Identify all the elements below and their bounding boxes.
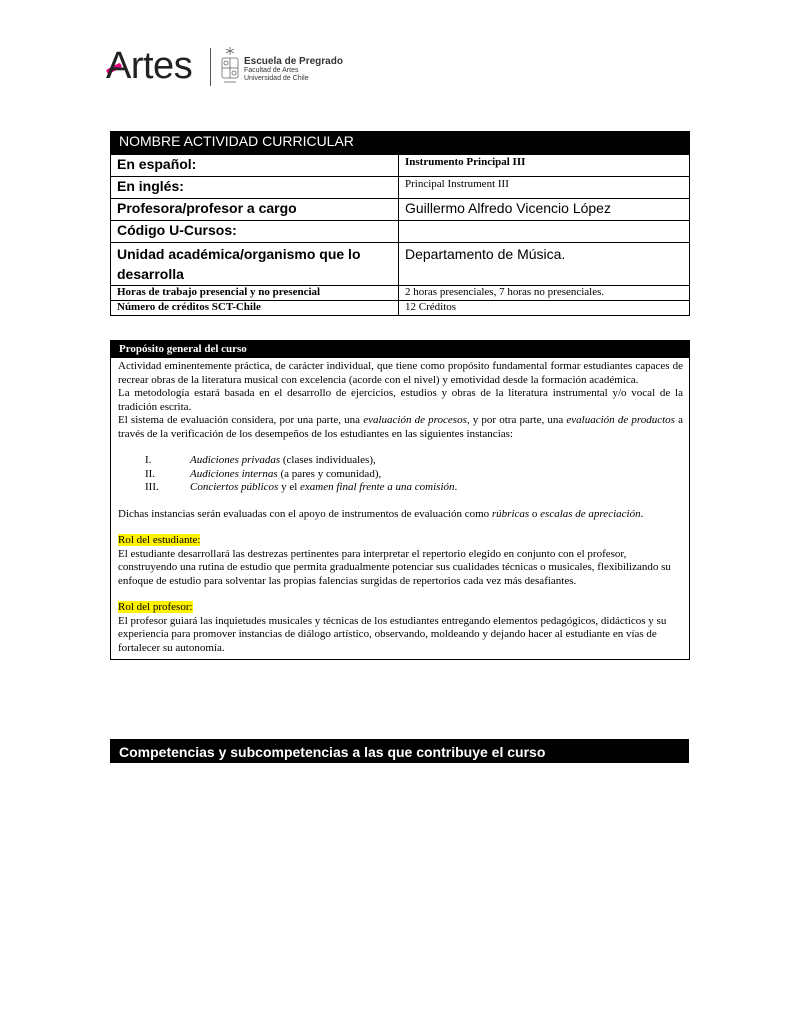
table-row — [111, 243, 690, 286]
text-run: . — [454, 481, 458, 493]
text-run: (clases individuales), — [280, 454, 376, 466]
purpose-title: Propósito general del curso — [111, 341, 689, 358]
row-label: Horas de trabajo presencial y no presencial — [111, 286, 399, 301]
activity-table-title: NOMBRE ACTIVIDAD CURRICULAR — [111, 132, 690, 155]
teacher-role-heading — [118, 601, 683, 615]
list-number: I. — [145, 454, 152, 466]
purpose-paragraph: Actividad eminentemente práctica, de carácter individual, que tiene como propósito fundamental formar estudiantes capaces de recrear obras de la literatura musical con excelencia (acorde con el nivel) y emotividad desde la formación académica. — [118, 360, 683, 386]
methodology-paragraph: La metodología estará basada en el desarrollo de ejercicios, estudios y obras de la literatura instrumental y/o vocal de la tradición escrita. — [118, 387, 683, 413]
table-row — [111, 286, 690, 301]
table-row — [111, 301, 690, 316]
list-item — [118, 481, 683, 495]
text-run-italic: rúbricas — [491, 507, 530, 520]
text-run: Dichas instancias serán evaluadas con el apoyo de instrumentos de evaluación como — [118, 507, 492, 520]
row-label: En inglés: — [111, 177, 399, 199]
row-label: Número de créditos SCT-Chile — [111, 301, 399, 316]
activity-table — [110, 131, 690, 316]
list-number: II. — [145, 467, 156, 480]
row-value: Instrumento Principal III — [399, 155, 690, 177]
text-run-italic: Audiciones privadas — [190, 454, 281, 466]
text-run-italic: evaluación de productos — [566, 414, 675, 426]
text-run-italic: evaluación de procesos — [363, 414, 467, 426]
row-value: Departamento de Música. — [399, 243, 690, 286]
logo-separator — [210, 48, 211, 86]
purpose-body — [111, 358, 689, 659]
table-row — [111, 221, 690, 243]
university-name: Universidad de Chile — [244, 75, 309, 82]
competencies-title: Competencias y subcompetencias a las que contribuye el curso — [110, 739, 689, 763]
logo-text — [244, 56, 343, 83]
text-run-italic: examen final frente a una comisión — [300, 481, 455, 493]
logo-wordmark: Artes — [106, 45, 193, 87]
header-logo — [106, 44, 366, 94]
evaluation-paragraph — [118, 414, 683, 441]
row-value — [399, 221, 690, 243]
instruments-paragraph — [118, 508, 683, 522]
row-value: 2 horas presenciales, 7 horas no presenciales. — [399, 286, 690, 301]
list-number: III. — [145, 481, 159, 493]
school-name: Escuela de Pregrado — [244, 56, 343, 67]
list-item — [118, 454, 683, 468]
list-item — [118, 468, 683, 482]
university-seal-icon — [218, 46, 242, 86]
purpose-box — [110, 340, 690, 660]
row-label: Unidad académica/organismo que lo desarrolla — [111, 243, 399, 286]
text-run-italic: Conciertos públicos — [190, 481, 279, 493]
text-run: , y por otra parte, una — [466, 414, 567, 426]
row-label: En español: — [111, 155, 399, 177]
row-label: Código U-Cursos: — [111, 221, 399, 243]
text-run-italic: escalas de apreciación — [540, 507, 641, 520]
text-run: a través de la verificación de los desempeños de los estudiantes en las siguientes instancias: — [118, 414, 684, 440]
row-value: Principal Instrument III — [399, 177, 690, 199]
highlighted-heading: Rol del estudiante: — [118, 534, 201, 546]
highlighted-heading: Rol del profesor: — [118, 601, 193, 613]
student-role-heading — [118, 534, 683, 548]
table-row — [111, 155, 690, 177]
row-label: Profesora/profesor a cargo — [111, 199, 399, 221]
table-row — [111, 177, 690, 199]
text-run-italic: Audiciones internas — [190, 467, 278, 480]
text-run: y el — [278, 481, 301, 493]
table-row — [111, 199, 690, 221]
student-role-text: El estudiante desarrollará las destrezas pertinentes para interpretar el repertorio elegido en conjunto con el profesor, construyendo una rutina de estudio que permita gradualmente potenciar sus cualidades técnicas o musicales, flexibilizando su enfoque de estudio para solventar las propias falencias surgidas de repertorios cada vez más desafiantes. — [118, 547, 671, 587]
text-run: El sistema de evaluación considera, por una parte, una — [118, 414, 364, 426]
teacher-role-text: El profesor guiará las inquietudes musicales y técnicas de los estudiantes entregando elementos pedagógicos, didácticos y su experiencia para promover instancias de diálogo artístico, observando, moldeando y dejando hacer al estudiante en vías de fortalecer su autonomía. — [118, 614, 667, 654]
text-run: o — [529, 507, 541, 520]
text-run: (a pares y comunidad), — [277, 467, 382, 480]
faculty-name: Facultad de Artes — [244, 67, 299, 74]
row-value: 12 Créditos — [399, 301, 690, 316]
activity-table-header — [111, 132, 690, 155]
row-value: Guillermo Alfredo Vicencio López — [399, 199, 690, 221]
text-run: . — [640, 507, 644, 520]
